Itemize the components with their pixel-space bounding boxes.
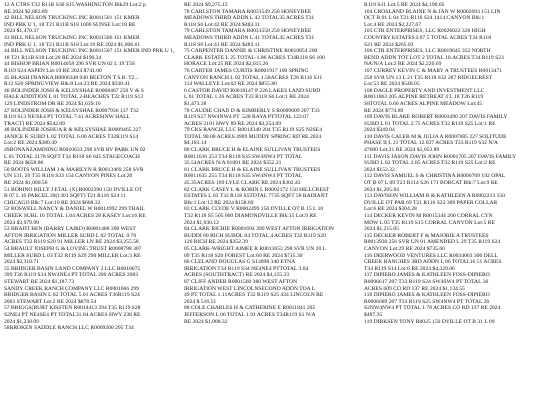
tax-list-line: 81 CLARK BRUCE H & ELAINE SULLIVAN TRUSTEES xyxy=(184,166,321,173)
tax-list-line: Lot:4 RE 2024 $2,227.67 xyxy=(364,21,422,28)
tax-list-line: 55 BRIDGER BASIN LAND COMPANY 2 LLC R0016075 xyxy=(4,265,141,272)
tax-list-line: 42 BILL NELSON TRUCKING INC R0011501 151 KMER xyxy=(4,15,140,22)
tax-list-line: OT B 07 L 09 T23 R114 S26 171 BOBCAT Blk:7 Lot:9 RE xyxy=(364,180,498,187)
tax-list-line: 53 BRADT BEN (BARRY LAIRD) R0001488 390 WEST xyxy=(4,226,136,233)
tax-list-line: 258 SVR UN 13 L 21 T35 R118 S32 287 RIDGECREST xyxy=(364,74,493,81)
tax-list-line: $487.35 xyxy=(364,311,383,318)
tax-list-line: 52 BOSWELL NANCY & DANIEL W R0014992 299 TRAIL xyxy=(4,206,145,213)
tax-list-line: R119 S13 NE/SE4 PT TOTAL 7.41 ACRES(NW HALL xyxy=(4,114,131,121)
tax-list-line: AFTON IRRIGATION MILLER SUBD L 02 TOTAL 0.70 xyxy=(4,232,137,239)
tax-list-line: JEFFERSON L 06 TOTAL 1.91 ACRES T34R119 S1 N/A xyxy=(184,311,316,318)
tax-list-line: RE 2024 $1,008.32 xyxy=(184,318,228,325)
tax-list-line: Lot:53 RE 2024 $548.05 xyxy=(364,81,420,88)
tax-list-line: S21 RE 2024 $265.03 xyxy=(364,41,414,48)
tax-list-line: 85 CLARK-WRIGHT AIMEE R R0013653 298 SVR UN 20 L xyxy=(184,245,327,252)
tax-list-line: 118 DIPIERO JAMES & KATHLEEN FOSS-DIPIERO xyxy=(364,292,490,299)
tax-list-line: STEWART RE 2024 $1,187.73 xyxy=(4,278,75,285)
tax-list-line: 12 A CTRS T32 R11B S30 S15 WASHINGTON Blk29 Lot:2 p xyxy=(4,2,146,8)
tax-list-line: 105 CTR ENTERPRISES, LLC R0026022 326 HIGH xyxy=(364,28,486,35)
tax-list-line: 51 BORINO BILLY J ETAL (X) R0002390 150 DVILLE OT xyxy=(4,186,143,193)
tax-list-line: MDW L 05 T35 R119 S15 CORRAL CANYON Lot:5 RE xyxy=(364,219,495,226)
tax-list-line: BRIDGER BASIN L 02 TOTAL 5.01 ACRES T36R119 S24 xyxy=(4,292,140,299)
tax-list-line: R119 S31 Lot:5 RE 2024 $4,190.05 xyxy=(364,2,445,8)
tax-list-line: 2024 $349.04 xyxy=(364,127,395,134)
tax-list-line: 43 BILL NELSON TRUCKING INC R0011506 151 KMER xyxy=(4,34,140,41)
tax-list-line: CREEK SUBL 16 TOTAL 1.04 ACRES 28 KASEY Lot:16 RE xyxy=(4,213,146,219)
tax-list-line: R0006617 207 T33 R119 S24 SW4SW4 PT TOTAL 36 xyxy=(364,278,489,285)
tax-list-line: Lot:6 RE 2024 $304.28 xyxy=(364,206,417,213)
tax-list-line: 50 BOOTS WILLIAM J & MARILYN R R0013469 258 SVR xyxy=(4,166,144,173)
tax-list-line: CANYON Lot:29 RE 2024 $735.60 xyxy=(364,245,445,252)
tax-list-line: 47600 Lot:21 RE 2024 $1,053.89 xyxy=(364,147,440,154)
tax-list-line: TRACT) RE 2024 $542.09 xyxy=(4,120,65,127)
tax-list-line: 399 T36 R119 S34 NW4NE4 PT TOTAL 200 ACRES 2083 xyxy=(4,272,139,279)
tax-list-line: MEADOWS THIRD ADDN L 42 TOTAL35 ACRES T31 xyxy=(184,15,315,22)
tax-list-line: 54 BRAULT JOSEPH G & LOVING TRUST R0008788 307 xyxy=(4,245,142,252)
tax-list-line: IRRIGATION T34 R119 S34 NE4NE4 PTTOTAL 3.04 xyxy=(184,265,309,272)
tax-list-line: CANYON RANCH L 02 TOTAL 1.58ACRES T26 R116 S11 xyxy=(184,74,323,81)
tax-list-line: 2024 $1,238.09 xyxy=(4,318,39,325)
tax-list-line: IND PRK U 1, 18 T21 R11B S18 Lot:19 RE 2024 $1,006.61 xyxy=(4,41,141,48)
tax-list-line: ACRES (SOUTHTRACT) RE 2024 $4,155.33 xyxy=(184,272,290,279)
tax-list-line: 75 CARPENTER DANNIE & CHRISTINE R0010854 200 xyxy=(184,48,318,55)
tax-list-line: 111 DAVIS JASON DAVIS JOHN R0001705 207 DAVIS FAMILY xyxy=(364,153,517,160)
tax-list-line: ACRES T32 R119 S20 91 MILLER LN RE 2024 $3,255.58 xyxy=(4,239,139,246)
tax-list-line: 106 CTR ENTERPRISES, LLC R0019645 352 NORTH xyxy=(364,48,491,55)
tax-list-line: UN 131, 20 T35 R118 S33 154 CANYON PINES Lot:20 xyxy=(4,173,133,180)
tax-list-line: 116 DEERWOOD VENTURES LLC R0034063 300 DELL xyxy=(364,252,498,259)
tax-list-line: 2024 $ 516.51 xyxy=(184,298,217,305)
tax-list-line: SUBD L 02 TOTAL 2.85 ACRES T32 R119 S25 Lot:2 RE xyxy=(364,160,496,167)
tax-list-line: R0013930 256 SVR UN 01 AMENDED L 29 T35 R119 S24 xyxy=(364,239,501,246)
tax-list-line: 126 RICH RE 2024 $352.39 xyxy=(184,239,248,246)
tax-list-line: 78 CARLSTON TAMARA R0031549 250 HONEYBEE xyxy=(184,8,312,15)
tax-list-line: 119 DIRKSEN TONY R0025 150 DVILLE OT B 31 L 09 xyxy=(364,318,495,325)
tax-list-line: R12 S20 SPRINGVIEW Blk:8 Lot:23 RE 2024 $330.41 xyxy=(4,81,131,88)
tax-list-line: HORACE Lot:25 RE 2024 $2,015.26 xyxy=(184,61,269,68)
tax-list-line: 107 CURREY KEVIN C & MARY A TRUSTEES R0013471 xyxy=(364,67,503,74)
tax-list-line: 46 BOLINDER JOSH & KELSYSHAE R0008467 250 V & S xyxy=(4,87,144,94)
tax-list-line: $1,473.38 xyxy=(184,100,207,107)
tax-list-line: 58BROKEN SADDLE RANCH LLC R0009200 295 T34 xyxy=(4,325,134,332)
tax-list-line: S8TOTAL 0.60 ACRES ALPINE MEADOW Lot:45 xyxy=(364,100,483,107)
tax-list-line: RE 2024 $658.86 xyxy=(4,160,44,167)
tax-list-line: R0011635 255 T34 R118 S35 SW4NW4 PT TOTAL xyxy=(184,173,303,180)
tax-list-line: 57 BRIGGS(BURT KISSTEN R0014413 294 T35 R119 S28 xyxy=(4,305,141,312)
tax-list-line: 2024 $2,310.71 xyxy=(4,259,39,266)
column-1 xyxy=(4,2,176,400)
tax-list-line: 2024 $1,470.37 xyxy=(4,28,39,35)
tax-list-line: T32 R118 S5 505 000 DIAMONDVILLE Blk:15 Lot:9 RE xyxy=(184,213,317,219)
tax-list-line: SUBD L 01 TOTAL 2.75 ACRES T32 R119 S25 Lot:1 RE xyxy=(364,120,496,127)
tax-list-line: 2024 $1,205.84 xyxy=(364,186,399,193)
tax-list-line: TOTAL 90.00 ACRES 4969 MUDDY SPRING RD RE 2024 xyxy=(184,133,322,140)
tax-list-line: JANICE K SUBD L 02 TOTAL 6.00 ACRES T32R119 S14 xyxy=(4,133,139,140)
tax-list-line: 113 DAVISON WILLIAM B & KATHLEEN A R0002213 150 xyxy=(364,193,505,200)
tax-list-line: RE 2024 $9,275.12 xyxy=(184,2,228,8)
tax-list-line: 110 DAVIS CALEB M & JULIA A R0007085 227 SOLITUDE xyxy=(364,133,507,140)
tax-list-line: 48 BOLINDER JOSHUA R & KELSYSHAE R0009465 227 xyxy=(4,127,142,134)
tax-list-line: Lot:2 RE 2024 $380.49 xyxy=(4,140,57,147)
tax-list-line: T34 R119 S14 Lot:6 RE 2024 $4,329.06 xyxy=(364,265,455,272)
tax-list-line: 87 CLIFF ANDER R0001560 380 WEST AFTON xyxy=(184,278,298,285)
tax-list-line: R118 S6 Lot:41 RE 2024 $483.11 xyxy=(184,41,261,48)
tax-list-line: 18 T21 R11B S18 Lot:20 RE 2024 $190.34 xyxy=(4,54,102,61)
tax-list-line: 45 BLASH FRANKA R0006348 940 BEETON T S.B. T2... xyxy=(4,74,139,81)
tax-list-line: NA/N/A Lot:2 RE 2024 $2,220.69 xyxy=(364,61,442,68)
tax-list-line: 2024 $152.32 xyxy=(364,166,395,173)
tax-list-line: R0006689 207 T33 R119 S25 SW4NW4 PT TOTAL 26 xyxy=(364,298,490,305)
tax-list-line: 44 BILL NELSON TRUCKING INC R0011507 151 KMER IND PRK U 1, xyxy=(4,48,175,55)
tax-list-line: PHASE II L 21 TOTAL 12.037 ACRES T33 R119 S32 N/A xyxy=(364,140,498,147)
tax-list-line: RE 2024 $2,883.89 xyxy=(4,8,48,15)
tax-list-line: 84 CLARK RICHIE R0001694 390 WEST AFTON IRRIGATION xyxy=(184,226,334,233)
tax-list-line: R118 S6 Lot:42 RE 2024 $483.11 xyxy=(184,21,261,28)
tax-list-line: 114 WALLEYE Lot:02 RE 2024 $855.80 xyxy=(184,81,277,88)
tax-list-line: CHICAGO Blk:7 Lot:10 RE 2024 $668.32 xyxy=(4,199,101,206)
tax-list-line: 47 BOLINDER JOSH & KELSYSHAE R0007936 137 T32 xyxy=(4,107,139,114)
tax-list-line: 108 DAGLE PROPERTY AND INVESTMENT LLC xyxy=(364,87,485,94)
tax-list-line: 09 T35 R118 S20 FOREST Lot:60 RE 2024 $715.30 xyxy=(184,252,303,259)
tax-list-line: RE 2024 $774.89 xyxy=(364,107,404,114)
tax-list-line: 86 CLELAND DOUGLAS G S13098 340 ETNA xyxy=(184,259,296,266)
tax-list-line: BUDDI 60 RICH SUBDL 04 TOTAL 4 ACRES T32 R119 S20 xyxy=(184,232,326,239)
tax-list-line: $4,183.14 xyxy=(184,140,207,147)
tax-list-line: HALE ADDITION L 01 TOTAL 2-BEACHES T32 R119 S13 xyxy=(4,94,144,101)
tax-list-line: 35.54ACRES N/A 01001 RE 2024 $352.21 xyxy=(184,160,282,167)
tax-list-line: R119 S24 ASPEN Lot:19 RE 2024 $741.00 xyxy=(4,67,102,74)
tax-list-line: SANDY CREEK RANCH COMPANY LLC R0001666 299 xyxy=(4,285,139,292)
tax-list-line: 6 CASTOR DAVID R0018147 P 226 LAKES LAND SUBD xyxy=(184,87,321,94)
tax-list-line: COUNTRY ESTATES L07 5 TOTAL ACRES T34 R118 xyxy=(364,34,491,41)
tax-list-line: 117 DIPIERO JAMES & KATHLEEN FOSS-DIPIERO xyxy=(364,272,490,279)
column-3 xyxy=(364,2,536,400)
tax-list-line: ACRES 609 CO RD 137 RE 2024 $1,134.55 xyxy=(364,285,465,292)
tax-list-line: 83 CLARK CLYDE V R0002499 150 DVILLE OT B 15 L 10 xyxy=(184,206,324,213)
tax-list-line: 49BONANZAMINING R0010633 298 SVR RV PARK UN 02 xyxy=(4,147,146,154)
tax-list-line: OCT B 01 L 04 T21 R116 S24 1414 CANYON Blk:1 xyxy=(364,15,485,22)
tax-list-line: R0011636 253 T34 R118 S35 SW4NW4 PT TOTAL xyxy=(184,153,303,160)
tax-list-line: R119 S27 NW4NW4 PT .528 RAYA PTTOTAL 122.07 xyxy=(184,114,309,121)
tax-list-line: L 05 TOTAL 2178 SQFT T34 R118 S6 645 STAGECOACH xyxy=(4,153,140,160)
tax-list-line: 112 DAVIS SAMUEL S & CHRISTINA R0006709 192 OPAL xyxy=(364,173,506,180)
tax-list-line: S2NE4 PT NE4SE4 PT TOTAL31.64 ACRES HWY 238 RE xyxy=(4,311,141,318)
tax-list-line: 82 CLARK CASEY L & ROBIN L R0002172 150 HILLCREST xyxy=(184,186,330,193)
tax-list-line: 49 PT TOTAL 1.11ACRES T32 R119 S25 434 LINCOLN RE xyxy=(184,292,324,299)
tax-list-line: 115 DECKER ROBERT F & MAJORIE A TRUSTEES xyxy=(364,232,489,239)
tax-list-line: RE 2024 $1,000.56 xyxy=(4,180,48,187)
tax-list-line: 104 CROSLAND BLAINE N & JAN W R0002693 151 LIN xyxy=(364,8,501,15)
tax-list-line: ESTATES L 03 T32 R118 S5TOTAL 7735 SQFT 58 RADIANT xyxy=(184,193,329,200)
tax-list-line: 79 CARLSTON TAMARA R0031558 250 HONEYBEE xyxy=(184,28,312,35)
tax-list-line: 88 COLE CHARLES H & CATHERINE E R0011841 205 xyxy=(184,305,316,312)
tax-list-line: L 01 TOTAL 1.26 ACRES T33 R118 S6 Lot:1 RE 2024 xyxy=(184,94,309,101)
column-2 xyxy=(184,2,356,400)
tax-list-line: 79 CKS RANCH, LLC R0014340 204 T35 R119 S25 N2SE4 xyxy=(184,127,322,134)
tax-list-line: 2003 STEWART Lot:2 RE 2024 $878.54 xyxy=(4,298,97,305)
tax-list-line: 76 CARTER JAMES CURTIS R0001917 100 SPRING xyxy=(184,67,309,74)
tax-list-line: B 07 L 10 PARCEL 39(1301 SQFT) T21 R116 S24 11 xyxy=(4,193,126,200)
tax-list-line: IND PRK U 1, 18 T21 R11B S18 1006 SUNSE Lot:18 RE xyxy=(4,21,136,28)
tax-list-line: 129 LINDSTROM DR RE 2024 $1,639.10 xyxy=(4,100,101,107)
tax-list-line: 78 CAUDIE CHAD D & KIMBERLY S R0009009 207 T33 xyxy=(184,107,320,114)
tax-list-line: 109 DAVIS BLAKE ROBERT R0003490 207 DAVIS FAMILY xyxy=(364,114,508,121)
tax-list-line: BEND ADDN TOT LOT 2 TOTAL 10.ACRES T34 R119 S23 xyxy=(364,54,504,61)
tax-list-line: R0011863 205 ALPINE RETREAT 4 L 18 T26 R119 xyxy=(364,94,484,101)
tax-list-line: 2024 $3,979.99 xyxy=(4,219,39,226)
tax-list-line: 2024 $1,215.05 xyxy=(364,226,399,233)
tax-list-line: Blk:1 Lot:12 RE 2024 $158.69 xyxy=(184,199,254,206)
tax-list-line: MEADOWS THIRD ADDN L 41 TOTAL45 ACRES T31 xyxy=(184,34,315,41)
tax-list-line: 45.35ACRES 189 LYLE CLARK RE 2024 $302.43 xyxy=(184,180,301,187)
tax-list-line: 114 DECKER KEVIN M R0015344 260 CORRAL CYN xyxy=(364,213,493,219)
tax-list-line: DVILLE OT PAR 69 T21 R116 S23 309 PAPER COLLAR xyxy=(364,199,498,206)
tax-list-line: CLARK ESTATE L 25 TOTAL-1.86 ACRES T34R118 S6 100 xyxy=(184,54,325,61)
tax-list-line: 44 BISHOP BRIAN R0014058 296 SVR UN 02 L 19 T3S xyxy=(4,61,135,68)
tax-list-line: ACRES 2101 HWY 89 RE 2024 $3,254.09 xyxy=(184,120,282,127)
tax-list-line: IRRIGATION WEST LINCOLNSECOND ADDN TOA L xyxy=(184,285,316,292)
tax-list-line: MILLER SUBD L 03 T32 R119 S29 290 MILLER Lot:3 RE xyxy=(4,252,141,259)
tax-list-line: 80 CLARK BRUCE H & ELAINE SULLIVAN TRUSTEES xyxy=(184,147,321,154)
tax-list-line: CREEK RANCHES 3RD ADDN L 06 TOTAL16.51 ACRES xyxy=(364,259,502,266)
tax-list-line: 2024 $1,030.12 xyxy=(184,219,219,226)
tax-list-line: S2NW4NW4 PT TOTAL 1.78 ACRES CO RD 137 RE 2024 xyxy=(364,305,501,312)
